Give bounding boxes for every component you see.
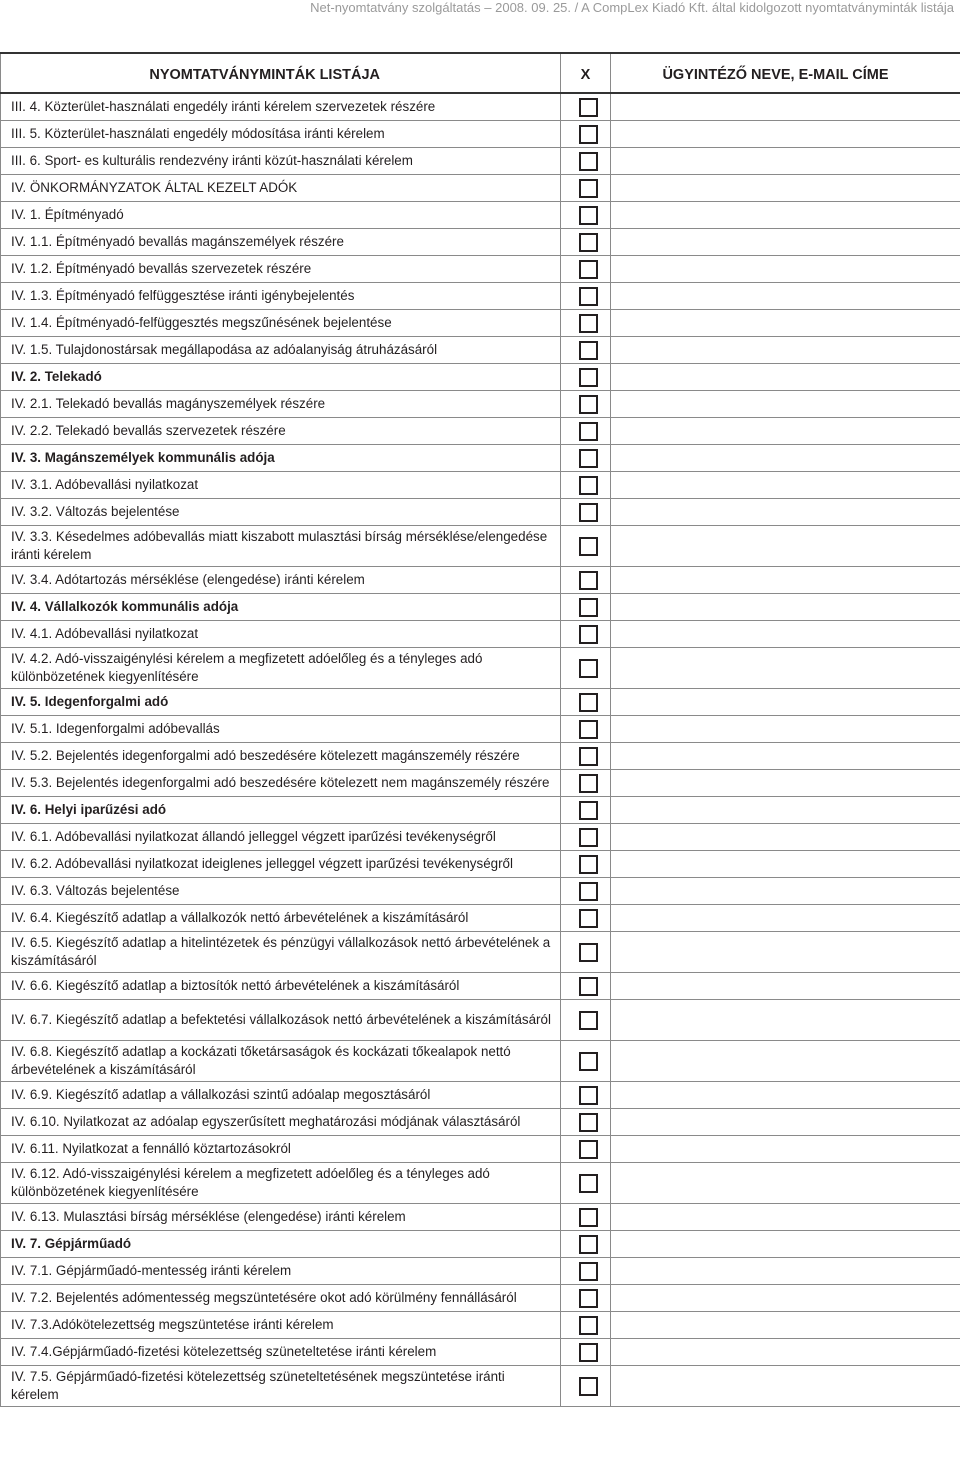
form-name: IV. 6.4. Kiegészítő adatlap a vállalkozók nettó árbevételének a kiszámításáról [1, 905, 561, 932]
table-row [1, 1285, 960, 1312]
contact-email-cell[interactable] [611, 878, 960, 905]
select-checkbox[interactable] [579, 537, 598, 556]
table-row [1, 175, 960, 202]
contact-email-cell[interactable] [611, 824, 960, 851]
contact-email-cell[interactable] [611, 851, 960, 878]
form-name: IV. 6.9. Kiegészítő adatlap a vállalkozási szintű adóalap megosztásáról [1, 1082, 561, 1109]
forms-table [0, 52, 960, 1407]
select-checkbox[interactable] [579, 774, 598, 793]
form-name: IV. 7. Gépjárműadó [1, 1231, 561, 1258]
form-name: IV. 5.2. Bejelentés idegenforgalmi adó beszedésére kötelezett magánszemély részére [1, 743, 561, 770]
form-name: IV. 6.7. Kiegészítő adatlap a befektetési vállalkozások nettó árbevételének a kiszámításáról [1, 1000, 561, 1041]
checkbox-cell [561, 1231, 611, 1258]
checkbox-cell [561, 1285, 611, 1312]
form-name: III. 6. Sport- es kulturális rendezvény iránti közút-használati kérelem [1, 148, 561, 175]
select-checkbox[interactable] [579, 1343, 598, 1362]
contact-email-cell[interactable] [611, 1041, 960, 1082]
select-checkbox[interactable] [579, 977, 598, 996]
checkbox-cell [561, 567, 611, 594]
form-name: IV. 6.12. Adó-visszaigénylési kérelem a megfizetett adóelőleg és a tényleges adó különbözetének kiegyenlítésére [1, 1163, 561, 1204]
table-row [1, 499, 960, 526]
form-rows [1, 93, 960, 1407]
form-name: IV. 3.4. Adótartozás mérséklése (elengedése) iránti kérelem [1, 567, 561, 594]
select-checkbox[interactable] [579, 1140, 598, 1159]
column-header-x: X [561, 53, 611, 93]
checkbox-cell [561, 337, 611, 364]
table-row [1, 1204, 960, 1231]
form-name: IV. 5.1. Idegenforgalmi adóbevallás [1, 716, 561, 743]
select-checkbox[interactable] [579, 449, 598, 468]
form-name: III. 5. Közterület-használati engedély módosítása iránti kérelem [1, 121, 561, 148]
contact-email-cell[interactable] [611, 567, 960, 594]
checkbox-cell [561, 445, 611, 472]
contact-email-cell[interactable] [611, 337, 960, 364]
select-checkbox[interactable] [579, 260, 598, 279]
table-row [1, 148, 960, 175]
checkbox-cell [561, 148, 611, 175]
select-checkbox[interactable] [579, 179, 598, 198]
checkbox-cell [561, 648, 611, 689]
table-row [1, 121, 960, 148]
checkbox-cell [561, 256, 611, 283]
select-checkbox[interactable] [579, 1052, 598, 1071]
checkbox-cell [561, 93, 611, 121]
contact-email-cell[interactable] [611, 526, 960, 567]
table-row [1, 824, 960, 851]
form-name: IV. 7.1. Gépjárműadó-mentesség iránti kérelem [1, 1258, 561, 1285]
contact-email-cell[interactable] [611, 1136, 960, 1163]
column-header-forms: NYOMTATVÁNYMINTÁK LISTÁJA [1, 53, 561, 93]
form-name: III. 4. Közterület-használati engedély iránti kérelem szervezetek részére [1, 93, 561, 121]
select-checkbox[interactable] [579, 828, 598, 847]
form-name: IV. 7.3.Adókötelezettség megszüntetése iránti kérelem [1, 1312, 561, 1339]
form-name: IV. 6. Helyi iparűzési adó [1, 797, 561, 824]
checkbox-cell [561, 689, 611, 716]
select-checkbox[interactable] [579, 368, 598, 387]
checkbox-cell [561, 824, 611, 851]
contact-email-cell[interactable] [611, 1258, 960, 1285]
table-row [1, 594, 960, 621]
contact-email-cell[interactable] [611, 391, 960, 418]
checkbox-cell [561, 310, 611, 337]
select-checkbox[interactable] [579, 422, 598, 441]
contact-email-cell[interactable] [611, 202, 960, 229]
select-checkbox[interactable] [579, 1316, 598, 1335]
contact-email-cell[interactable] [611, 905, 960, 932]
form-name: IV. 4. Vállalkozók kommunális adója [1, 594, 561, 621]
contact-email-cell[interactable] [611, 1312, 960, 1339]
contact-email-cell[interactable] [611, 973, 960, 1000]
table-row [1, 310, 960, 337]
contact-email-cell[interactable] [611, 1204, 960, 1231]
form-name: IV. 6.11. Nyilatkozat a fennálló köztartozásokról [1, 1136, 561, 1163]
form-name: IV. 2.1. Telekadó bevallás magányszemélyek részére [1, 391, 561, 418]
form-name: IV. 6.8. Kiegészítő adatlap a kockázati tőketársaságok és kockázati tőkealapok nettó árbevételének a kiszámításáról [1, 1041, 561, 1082]
checkbox-cell [561, 973, 611, 1000]
table-row [1, 93, 960, 121]
contact-email-cell[interactable] [611, 621, 960, 648]
contact-email-cell[interactable] [611, 689, 960, 716]
table-row [1, 445, 960, 472]
table-row [1, 797, 960, 824]
checkbox-cell [561, 1082, 611, 1109]
contact-email-cell[interactable] [611, 1339, 960, 1366]
contact-email-cell[interactable] [611, 594, 960, 621]
form-name: IV. 2. Telekadó [1, 364, 561, 391]
select-checkbox[interactable] [579, 1011, 598, 1030]
select-checkbox[interactable] [579, 801, 598, 820]
contact-email-cell[interactable] [611, 121, 960, 148]
form-name: IV. 6.3. Változás bejelentése [1, 878, 561, 905]
table-row [1, 932, 960, 973]
contact-email-cell[interactable] [611, 1082, 960, 1109]
contact-email-cell[interactable] [611, 1000, 960, 1041]
checkbox-cell [561, 499, 611, 526]
select-checkbox[interactable] [579, 152, 598, 171]
checkbox-cell [561, 1312, 611, 1339]
table-row [1, 716, 960, 743]
table-row [1, 851, 960, 878]
checkbox-cell [561, 283, 611, 310]
select-checkbox[interactable] [579, 1377, 598, 1396]
checkbox-cell [561, 1109, 611, 1136]
select-checkbox[interactable] [579, 943, 598, 962]
checkbox-cell [561, 851, 611, 878]
select-checkbox[interactable] [579, 1235, 598, 1254]
form-name: IV. 5.3. Bejelentés idegenforgalmi adó beszedésére kötelezett nem magánszemély részére [1, 770, 561, 797]
contact-email-cell[interactable] [611, 364, 960, 391]
contact-email-cell[interactable] [611, 499, 960, 526]
form-name: IV. 6.1. Adóbevallási nyilatkozat állandó jelleggel végzett iparűzési tevékenységről [1, 824, 561, 851]
form-name: IV. 1.3. Építményadó felfüggesztése iránti igénybejelentés [1, 283, 561, 310]
checkbox-cell [561, 1204, 611, 1231]
checkbox-cell [561, 229, 611, 256]
select-checkbox[interactable] [579, 659, 598, 678]
contact-email-cell[interactable] [611, 93, 960, 121]
select-checkbox[interactable] [579, 909, 598, 928]
select-checkbox[interactable] [579, 503, 598, 522]
checkbox-cell [561, 743, 611, 770]
contact-email-cell[interactable] [611, 1285, 960, 1312]
select-checkbox[interactable] [579, 1086, 598, 1105]
select-checkbox[interactable] [579, 233, 598, 252]
checkbox-cell [561, 121, 611, 148]
contact-email-cell[interactable] [611, 648, 960, 689]
select-checkbox[interactable] [579, 720, 598, 739]
table-row [1, 1163, 960, 1204]
checkbox-cell [561, 472, 611, 499]
table-row [1, 1312, 960, 1339]
checkbox-cell [561, 878, 611, 905]
table-row [1, 743, 960, 770]
select-checkbox[interactable] [579, 882, 598, 901]
table-row [1, 905, 960, 932]
checkbox-cell [561, 1366, 611, 1407]
contact-email-cell[interactable] [611, 283, 960, 310]
form-name: IV. 1.2. Építményadó bevallás szervezetek részére [1, 256, 561, 283]
table-row [1, 472, 960, 499]
column-header-email: ÜGYINTÉZŐ NEVE, E-MAIL CÍME [611, 53, 960, 93]
form-name: IV. 6.13. Mulasztási bírság mérséklése (elengedése) iránti kérelem [1, 1204, 561, 1231]
select-checkbox[interactable] [579, 476, 598, 495]
contact-email-cell[interactable] [611, 797, 960, 824]
contact-email-cell[interactable] [611, 175, 960, 202]
contact-email-cell[interactable] [611, 1231, 960, 1258]
select-checkbox[interactable] [579, 395, 598, 414]
table-row [1, 648, 960, 689]
checkbox-cell [561, 716, 611, 743]
checkbox-cell [561, 391, 611, 418]
checkbox-cell [561, 1258, 611, 1285]
form-name: IV. 1. Építményadó [1, 202, 561, 229]
table-row [1, 1231, 960, 1258]
form-name: IV. 2.2. Telekadó bevallás szervezetek részére [1, 418, 561, 445]
select-checkbox[interactable] [579, 1113, 598, 1132]
select-checkbox[interactable] [579, 98, 598, 117]
table-row [1, 283, 960, 310]
checkbox-cell [561, 1339, 611, 1366]
table-row [1, 391, 960, 418]
form-name: IV. 4.1. Adóbevallási nyilatkozat [1, 621, 561, 648]
checkbox-cell [561, 621, 611, 648]
select-checkbox[interactable] [579, 206, 598, 225]
table-row [1, 1339, 960, 1366]
form-name: IV. 7.4.Gépjárműadó-fizetési kötelezettség szüneteltetése iránti kérelem [1, 1339, 561, 1366]
form-name: IV. 3.2. Változás bejelentése [1, 499, 561, 526]
checkbox-cell [561, 770, 611, 797]
select-checkbox[interactable] [579, 1174, 598, 1193]
table-row [1, 1258, 960, 1285]
select-checkbox[interactable] [579, 314, 598, 333]
table-row [1, 1082, 960, 1109]
form-name: IV. 7.2. Bejelentés adómentesség megszüntetésére okot adó körülmény fennállásáról [1, 1285, 561, 1312]
select-checkbox[interactable] [579, 1262, 598, 1281]
select-checkbox[interactable] [579, 287, 598, 306]
contact-email-cell[interactable] [611, 770, 960, 797]
select-checkbox[interactable] [579, 693, 598, 712]
checkbox-cell [561, 1000, 611, 1041]
contact-email-cell[interactable] [611, 932, 960, 973]
table-row [1, 1366, 960, 1407]
select-checkbox[interactable] [579, 341, 598, 360]
contact-email-cell[interactable] [611, 1163, 960, 1204]
form-name: IV. 3.1. Adóbevallási nyilatkozat [1, 472, 561, 499]
select-checkbox[interactable] [579, 598, 598, 617]
form-name: IV. 5. Idegenforgalmi adó [1, 689, 561, 716]
contact-email-cell[interactable] [611, 229, 960, 256]
checkbox-cell [561, 202, 611, 229]
table-row [1, 1000, 960, 1041]
page-header-line: Net-nyomtatvány szolgáltatás – 2008. 09. 25. / A CompLex Kiadó Kft. által kidolgozott nyomtatványminták listája [310, 0, 954, 15]
table-row [1, 256, 960, 283]
checkbox-cell [561, 175, 611, 202]
select-checkbox[interactable] [579, 1208, 598, 1227]
contact-email-cell[interactable] [611, 310, 960, 337]
select-checkbox[interactable] [579, 747, 598, 766]
table-row [1, 878, 960, 905]
checkbox-cell [561, 932, 611, 973]
table-row [1, 973, 960, 1000]
table-row [1, 229, 960, 256]
table-row [1, 689, 960, 716]
select-checkbox[interactable] [579, 571, 598, 590]
table-row [1, 770, 960, 797]
form-name: IV. 4.2. Adó-visszaigénylési kérelem a megfizetett adóelőleg és a tényleges adó különbözetének kiegyenlítésére [1, 648, 561, 689]
form-name: IV. 1.4. Építményadó-felfüggesztés megszűnésének bejelentése [1, 310, 561, 337]
table-row [1, 202, 960, 229]
form-name: IV. 6.5. Kiegészítő adatlap a hitelintézetek és pénzügyi vállalkozások nettó árbevételének a kiszámításáról [1, 932, 561, 973]
contact-email-cell[interactable] [611, 472, 960, 499]
form-name: IV. 3.3. Késedelmes adóbevallás miatt kiszabott mulasztási bírság mérséklése/elengedése iránti kérelem [1, 526, 561, 567]
contact-email-cell[interactable] [611, 1109, 960, 1136]
checkbox-cell [561, 1136, 611, 1163]
contact-email-cell[interactable] [611, 256, 960, 283]
contact-email-cell[interactable] [611, 445, 960, 472]
form-name: IV. ÖNKORMÁNYZATOK ÁLTAL KEZELT ADÓK [1, 175, 561, 202]
table-row [1, 567, 960, 594]
contact-email-cell[interactable] [611, 148, 960, 175]
checkbox-cell [561, 797, 611, 824]
form-name: IV. 6.2. Adóbevallási nyilatkozat ideiglenes jelleggel végzett iparűzési tevékenységről [1, 851, 561, 878]
form-name: IV. 6.6. Kiegészítő adatlap a biztosítók nettó árbevételének a kiszámításáról [1, 973, 561, 1000]
table-row [1, 1136, 960, 1163]
table-row [1, 621, 960, 648]
contact-email-cell[interactable] [611, 743, 960, 770]
form-name: IV. 6.10. Nyilatkozat az adóalap egyszerűsített meghatározási módjának választásáról [1, 1109, 561, 1136]
contact-email-cell[interactable] [611, 1366, 960, 1407]
table-row [1, 364, 960, 391]
checkbox-cell [561, 905, 611, 932]
checkbox-cell [561, 594, 611, 621]
table-row [1, 418, 960, 445]
select-checkbox[interactable] [579, 1289, 598, 1308]
table-row [1, 1041, 960, 1082]
select-checkbox[interactable] [579, 125, 598, 144]
table-row [1, 337, 960, 364]
checkbox-cell [561, 364, 611, 391]
form-name: IV. 1.1. Építményadó bevallás magánszemélyek részére [1, 229, 561, 256]
table-header-row [1, 53, 960, 93]
table-row [1, 1109, 960, 1136]
checkbox-cell [561, 526, 611, 567]
contact-email-cell[interactable] [611, 716, 960, 743]
select-checkbox[interactable] [579, 855, 598, 874]
form-name: IV. 7.5. Gépjárműadó-fizetési kötelezettség szüneteltetésének megszüntetése iránti kérelem [1, 1366, 561, 1407]
table-row [1, 526, 960, 567]
checkbox-cell [561, 1163, 611, 1204]
select-checkbox[interactable] [579, 625, 598, 644]
checkbox-cell [561, 418, 611, 445]
form-name: IV. 3. Magánszemélyek kommunális adója [1, 445, 561, 472]
contact-email-cell[interactable] [611, 418, 960, 445]
checkbox-cell [561, 1041, 611, 1082]
form-name: IV. 1.5. Tulajdonostársak megállapodása az adóalanyiság átruházásáról [1, 337, 561, 364]
